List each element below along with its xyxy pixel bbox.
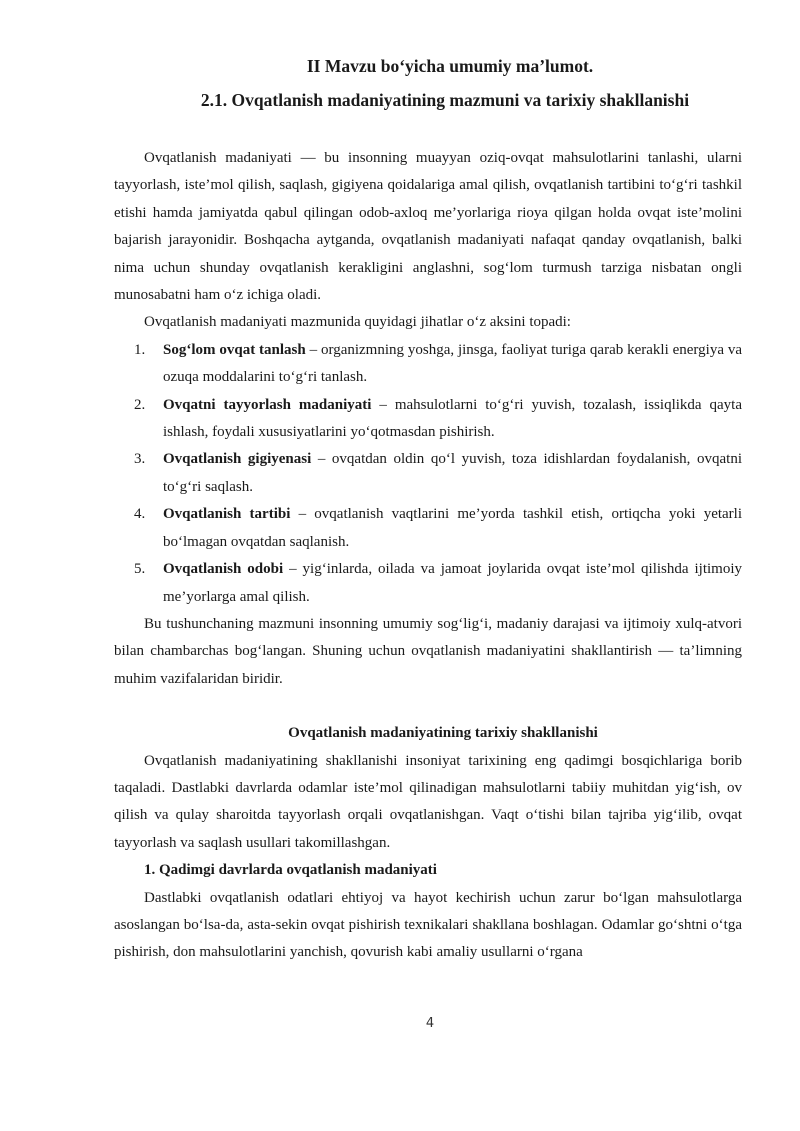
list-item-text: – ovqatlanish vaqtlarini me’yorda tashkil etish, ortiqcha yoki yetarli bo‘lmagan ovqatdan saqlanish. (163, 506, 743, 550)
list-item-term: Sog‘lom ovqat tanlash (163, 341, 306, 358)
paragraph-spacer (114, 693, 742, 720)
list-item (114, 392, 742, 447)
list-item (114, 446, 742, 501)
subsection-heading: 1. Qadimgi davrlarda ovqatlanish madaniyati (144, 862, 437, 879)
paragraph-summary: Bu tushunchaning mazmuni insonning umumiy sog‘lig‘i, madaniy darajasi va ijtimoiy xulq-atvori bilan chambarchas bog‘langan. Shuning uchun ovqatlanish madaniyatini shakllantirish — ta’limning muhim vazifalaridan biridir. (114, 615, 742, 687)
paragraph-definition: Ovqatlanish madaniyati — bu insonning muayyan oziq-ovqat mahsulotlarini tanlashi, ularni tayyorlash, iste’mol qilish, saqlash, gigiyena qoidalariga amal qilish, ovqatlanish tartibini to‘g‘ri tashkil etishi hamda jamiyatda qabul qilingan odob-axloq me’yorlariga rioya qilgan holda ovqat iste’molini bajarish jarayonidir. Boshqacha aytganda, ovqatlanish madaniyati nafaqat qanday ovqatlanish, balki nima uchun shunday ovqatlanish kerakligini anglashni, sog‘lom turmush tarziga nisbatan ongli munosabatni ham o‘z ichiga oladi. (114, 150, 742, 304)
paragraph-ancient: Dastlabki ovqatlanish odatlari ehtiyoj va hayot kechirish uchun zarur bo‘lgan mahsulotlarga asoslangan bo‘lsa-da, asta-sekin ovqat pishirish texnikalari shakllana boshlagan. Odamlar go‘shtni o‘tga pishirish, don mahsulotlarini yanchish, qovurish kabi amaliy usullarni o‘rgana (114, 889, 742, 961)
list-item-number: 1. (134, 341, 146, 358)
list-item (114, 337, 742, 392)
list-item-term: Ovqatlanish tartibi (163, 506, 291, 523)
section-heading: Ovqatlanish madaniyatining tarixiy shakllanishi (288, 725, 598, 742)
list-item-number: 3. (134, 451, 146, 468)
list-item (114, 501, 742, 556)
aspects-list (114, 337, 742, 611)
list-item-text: – organizmning yoshga, jinsga, faoliyat turiga qarab kerakli energiya va ozuqa moddalarini to‘g‘ri tanlash. (163, 341, 742, 386)
list-item-term: Ovqatlanish gigiyenasi (163, 451, 312, 468)
list-item-text: – yig‘inlarda, oilada va jamoat joylarida ovqat iste’mol qilishda ijtimoiy me’yorlarga amal qilish. (163, 561, 742, 605)
page-number: 4 (425, 1016, 435, 1031)
list-item-text: – ovqatdan oldin qo‘l yuvish, toza idishlardan foydalanish, ovqatni to‘g‘ri saqlash. (163, 451, 742, 495)
paragraph-history-intro: Ovqatlanish madaniyatining shakllanishi insoniyat tarixining eng qadimgi bosqichlariga borib taqaladi. Dastlabki davrlarda odamlar iste’mol qilinadigan mahsulotlarni tabiiy muhitdan yig‘ish, ov qilish va qulay sharoitda tayyorlash orqali ovqatlanishgan. Vaqt o‘tishi bilan tajriba yig‘ilib, ovqat tayyorlash va saqlash usullari takomillashgan. (114, 752, 742, 851)
body-text (114, 145, 742, 967)
list-item-number: 5. (134, 561, 146, 578)
list-item-text: – mahsulotlarni to‘g‘ri yuvish, tozalash, issiqlikda qayta ishlash, foydali xususiyatlarini yo‘qotmasdan pishirish. (163, 396, 742, 441)
list-item-term: Ovqatlanish odobi (163, 561, 284, 578)
list-item-number: 2. (134, 396, 146, 413)
list-item-term: Ovqatni tayyorlash madaniyati (163, 396, 372, 413)
section-title: 2.1. Ovqatlanish madaniyatining mazmuni va tarixiy shakllanishi (200, 90, 690, 110)
list-item-number: 4. (134, 506, 146, 523)
list-item (114, 556, 742, 611)
paragraph-list-intro: Ovqatlanish madaniyati mazmunida quyidagi jihatlar o‘z aksini topadi: (144, 314, 571, 331)
page-title: II Mavzu bo‘yicha umumiy ma’lumot. (306, 56, 594, 76)
